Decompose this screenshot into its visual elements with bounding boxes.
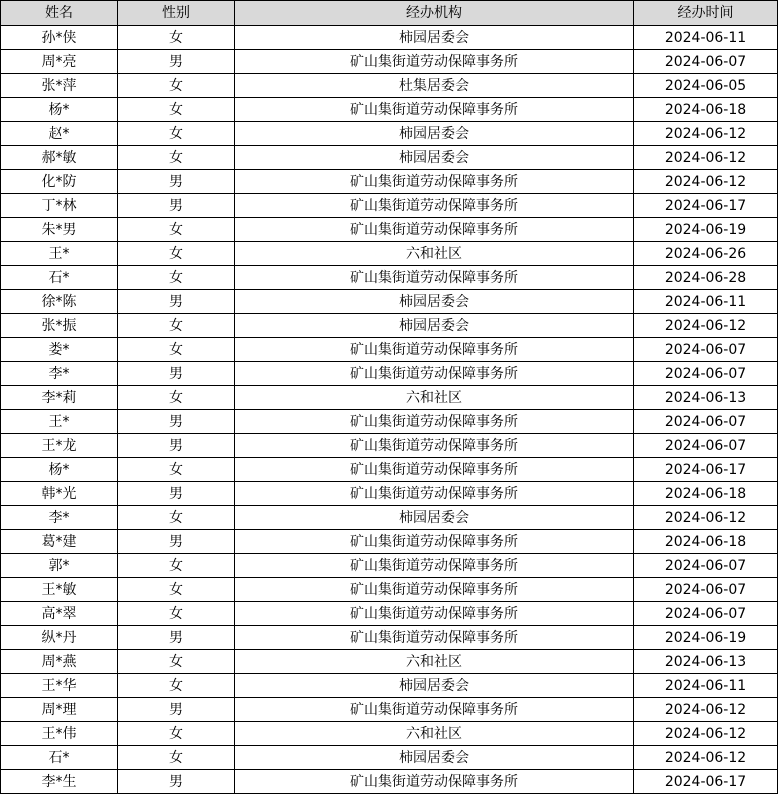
date-cell: 2024-06-17 [634, 770, 778, 794]
date-cell: 2024-06-26 [634, 242, 778, 266]
name-cell: 高*翠 [1, 602, 118, 626]
gender-cell: 女 [118, 506, 235, 530]
gender-cell: 女 [118, 650, 235, 674]
name-cell: 王*敏 [1, 578, 118, 602]
name-cell: 郭* [1, 554, 118, 578]
table-row [1, 26, 778, 50]
agency-cell: 矿山集街道劳动保障事务所 [235, 578, 634, 602]
gender-cell: 女 [118, 98, 235, 122]
gender-cell: 女 [118, 386, 235, 410]
name-cell: 王*龙 [1, 434, 118, 458]
table-row [1, 506, 778, 530]
name-cell: 赵* [1, 122, 118, 146]
gender-cell: 女 [118, 722, 235, 746]
gender-cell: 女 [118, 578, 235, 602]
table-row [1, 290, 778, 314]
name-cell: 王* [1, 410, 118, 434]
gender-cell: 男 [118, 698, 235, 722]
name-cell: 李* [1, 362, 118, 386]
agency-cell: 矿山集街道劳动保障事务所 [235, 770, 634, 794]
gender-cell: 女 [118, 218, 235, 242]
header-date: 经办时间 [634, 1, 778, 26]
table-row [1, 50, 778, 74]
date-cell: 2024-06-12 [634, 122, 778, 146]
agency-cell: 柿园居委会 [235, 314, 634, 338]
agency-cell: 矿山集街道劳动保障事务所 [235, 98, 634, 122]
name-cell: 杨* [1, 98, 118, 122]
agency-cell: 矿山集街道劳动保障事务所 [235, 698, 634, 722]
table-row [1, 722, 778, 746]
agency-cell: 矿山集街道劳动保障事务所 [235, 194, 634, 218]
table-row [1, 626, 778, 650]
gender-cell: 男 [118, 194, 235, 218]
date-cell: 2024-06-07 [634, 554, 778, 578]
gender-cell: 女 [118, 266, 235, 290]
name-cell: 李*生 [1, 770, 118, 794]
table-row [1, 746, 778, 770]
date-cell: 2024-06-12 [634, 506, 778, 530]
date-cell: 2024-06-11 [634, 674, 778, 698]
date-cell: 2024-06-18 [634, 530, 778, 554]
agency-cell: 矿山集街道劳动保障事务所 [235, 602, 634, 626]
agency-cell: 柿园居委会 [235, 506, 634, 530]
table-row [1, 338, 778, 362]
date-cell: 2024-06-18 [634, 98, 778, 122]
name-cell: 张*萍 [1, 74, 118, 98]
table-row [1, 194, 778, 218]
table-row [1, 314, 778, 338]
date-cell: 2024-06-07 [634, 578, 778, 602]
table-row [1, 218, 778, 242]
date-cell: 2024-06-28 [634, 266, 778, 290]
table-row [1, 698, 778, 722]
gender-cell: 女 [118, 74, 235, 98]
name-cell: 郝*敏 [1, 146, 118, 170]
agency-cell: 矿山集街道劳动保障事务所 [235, 434, 634, 458]
date-cell: 2024-06-19 [634, 218, 778, 242]
name-cell: 李*莉 [1, 386, 118, 410]
table-row [1, 554, 778, 578]
agency-cell: 柿园居委会 [235, 26, 634, 50]
gender-cell: 男 [118, 434, 235, 458]
name-cell: 王* [1, 242, 118, 266]
header-gender: 性别 [118, 1, 235, 26]
name-cell: 丁*林 [1, 194, 118, 218]
table-row [1, 674, 778, 698]
name-cell: 张*振 [1, 314, 118, 338]
table-row [1, 146, 778, 170]
date-cell: 2024-06-07 [634, 434, 778, 458]
agency-cell: 矿山集街道劳动保障事务所 [235, 458, 634, 482]
agency-cell: 矿山集街道劳动保障事务所 [235, 530, 634, 554]
table-row [1, 434, 778, 458]
agency-cell: 矿山集街道劳动保障事务所 [235, 626, 634, 650]
gender-cell: 男 [118, 530, 235, 554]
agency-cell: 六和社区 [235, 722, 634, 746]
date-cell: 2024-06-07 [634, 362, 778, 386]
table-row [1, 410, 778, 434]
table-row [1, 266, 778, 290]
date-cell: 2024-06-07 [634, 338, 778, 362]
agency-cell: 矿山集街道劳动保障事务所 [235, 410, 634, 434]
name-cell: 徐*陈 [1, 290, 118, 314]
name-cell: 化*防 [1, 170, 118, 194]
date-cell: 2024-06-11 [634, 290, 778, 314]
name-cell: 周*燕 [1, 650, 118, 674]
gender-cell: 男 [118, 410, 235, 434]
table-row [1, 170, 778, 194]
name-cell: 朱*男 [1, 218, 118, 242]
agency-cell: 矿山集街道劳动保障事务所 [235, 170, 634, 194]
agency-cell: 六和社区 [235, 242, 634, 266]
agency-cell: 矿山集街道劳动保障事务所 [235, 218, 634, 242]
table-row [1, 98, 778, 122]
gender-cell: 女 [118, 554, 235, 578]
table-row [1, 482, 778, 506]
gender-cell: 男 [118, 50, 235, 74]
table-row [1, 386, 778, 410]
date-cell: 2024-06-12 [634, 314, 778, 338]
agency-cell: 矿山集街道劳动保障事务所 [235, 266, 634, 290]
table-row [1, 122, 778, 146]
name-cell: 石* [1, 266, 118, 290]
agency-cell: 柿园居委会 [235, 290, 634, 314]
name-cell: 葛*建 [1, 530, 118, 554]
date-cell: 2024-06-12 [634, 170, 778, 194]
date-cell: 2024-06-12 [634, 722, 778, 746]
date-cell: 2024-06-11 [634, 26, 778, 50]
name-cell: 王*伟 [1, 722, 118, 746]
date-cell: 2024-06-18 [634, 482, 778, 506]
agency-cell: 柿园居委会 [235, 146, 634, 170]
gender-cell: 男 [118, 362, 235, 386]
gender-cell: 女 [118, 242, 235, 266]
gender-cell: 男 [118, 290, 235, 314]
table-row [1, 650, 778, 674]
table-row [1, 602, 778, 626]
name-cell: 杨* [1, 458, 118, 482]
table-row [1, 458, 778, 482]
gender-cell: 男 [118, 482, 235, 506]
agency-cell: 杜集居委会 [235, 74, 634, 98]
agency-cell: 矿山集街道劳动保障事务所 [235, 554, 634, 578]
agency-cell: 矿山集街道劳动保障事务所 [235, 362, 634, 386]
name-cell: 纵*丹 [1, 626, 118, 650]
table-row [1, 242, 778, 266]
date-cell: 2024-06-13 [634, 650, 778, 674]
date-cell: 2024-06-12 [634, 146, 778, 170]
agency-cell: 柿园居委会 [235, 122, 634, 146]
gender-cell: 女 [118, 122, 235, 146]
date-cell: 2024-06-07 [634, 50, 778, 74]
gender-cell: 女 [118, 746, 235, 770]
agency-cell: 六和社区 [235, 650, 634, 674]
table-row [1, 74, 778, 98]
name-cell: 王*华 [1, 674, 118, 698]
date-cell: 2024-06-12 [634, 698, 778, 722]
date-cell: 2024-06-17 [634, 458, 778, 482]
gender-cell: 女 [118, 314, 235, 338]
agency-cell: 矿山集街道劳动保障事务所 [235, 482, 634, 506]
date-cell: 2024-06-07 [634, 602, 778, 626]
date-cell: 2024-06-13 [634, 386, 778, 410]
gender-cell: 女 [118, 674, 235, 698]
gender-cell: 男 [118, 170, 235, 194]
date-cell: 2024-06-07 [634, 410, 778, 434]
date-cell: 2024-06-12 [634, 746, 778, 770]
gender-cell: 女 [118, 602, 235, 626]
gender-cell: 男 [118, 770, 235, 794]
header-agency: 经办机构 [235, 1, 634, 26]
date-cell: 2024-06-05 [634, 74, 778, 98]
gender-cell: 女 [118, 26, 235, 50]
gender-cell: 女 [118, 458, 235, 482]
name-cell: 娄* [1, 338, 118, 362]
table-row [1, 362, 778, 386]
date-cell: 2024-06-17 [634, 194, 778, 218]
table-row [1, 770, 778, 794]
agency-cell: 柿园居委会 [235, 674, 634, 698]
header-name: 姓名 [1, 1, 118, 26]
name-cell: 韩*光 [1, 482, 118, 506]
table-row [1, 578, 778, 602]
agency-cell: 柿园居委会 [235, 746, 634, 770]
table-body [1, 26, 778, 794]
name-cell: 周*理 [1, 698, 118, 722]
table-row [1, 530, 778, 554]
agency-cell: 矿山集街道劳动保障事务所 [235, 50, 634, 74]
name-cell: 石* [1, 746, 118, 770]
agency-cell: 六和社区 [235, 386, 634, 410]
agency-cell: 矿山集街道劳动保障事务所 [235, 338, 634, 362]
date-cell: 2024-06-19 [634, 626, 778, 650]
name-cell: 孙*侠 [1, 26, 118, 50]
name-cell: 周*亮 [1, 50, 118, 74]
gender-cell: 男 [118, 626, 235, 650]
header-row [1, 1, 778, 26]
gender-cell: 女 [118, 146, 235, 170]
gender-cell: 女 [118, 338, 235, 362]
name-cell: 李* [1, 506, 118, 530]
